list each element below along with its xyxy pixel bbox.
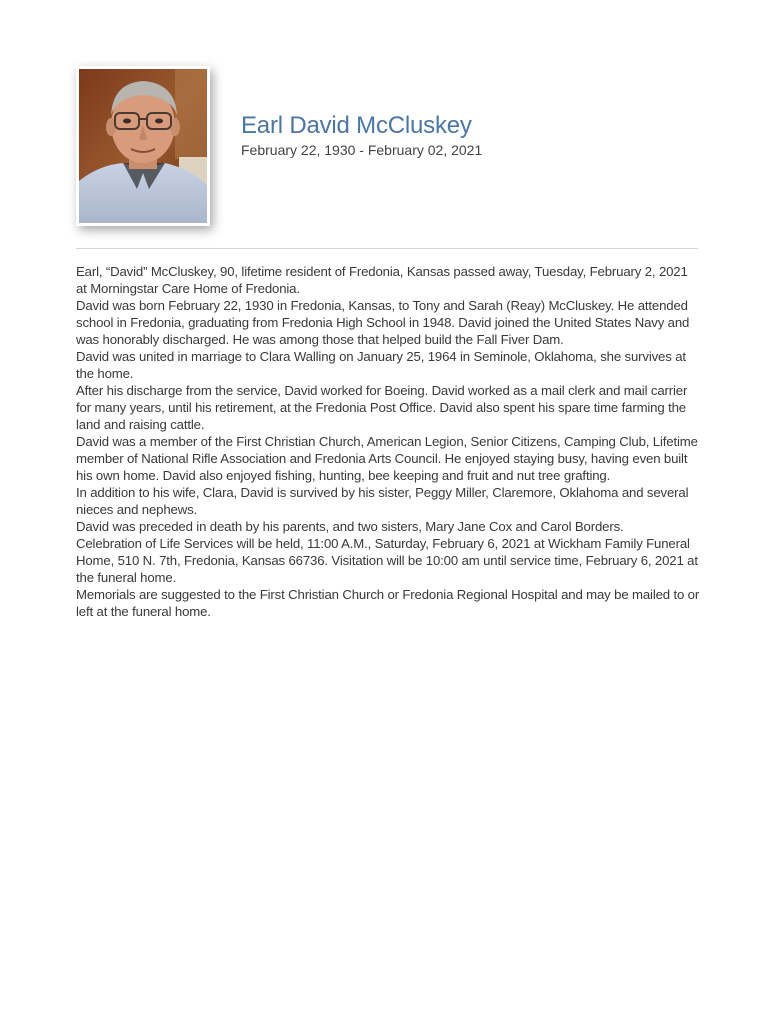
obituary-paragraph: David was preceded in death by his parents, and two sisters, Mary Jane Cox and Carol Borders. — [76, 519, 624, 534]
obituary-text — [76, 263, 700, 620]
obituary-paragraph: David was born February 22, 1930 in Fredonia, Kansas, to Tony and Sarah (Reay) McCluskey. He attended school in Fredonia, graduating from Fredonia High School in 1948. David joined the United States Navy and was honorably discharged. He was among those that helped build the Fall Fiver Dam. — [76, 298, 690, 347]
section-divider — [76, 248, 698, 249]
obituary-paragraph: Earl, “David” McCluskey, 90, lifetime resident of Fredonia, Kansas passed away, Tuesday, February 2, 2021 at Morningstar Care Home of Fredonia. — [76, 264, 688, 296]
obituary-paragraph: Celebration of Life Services will be held, 11:00 A.M., Saturday, February 6, 2021 at Wickham Family Funeral Home, 510 N. 7th, Fredonia, Kansas 66736. Visitation will be 10:00 am until service time, February 6, 2021 at the funeral home. — [76, 536, 698, 585]
obituary-paragraph: After his discharge from the service, David worked for Boeing. David worked as a mail clerk and mail carrier for many years, until his retirement, at the Fredonia Post Office. David also spent his spare time farming the land and raising cattle. — [76, 383, 688, 432]
life-dates: February 22, 1930 - February 02, 2021 — [241, 142, 483, 158]
obituary-paragraph: David was a member of the First Christian Church, American Legion, Senior Citizens, Camping Club, Lifetime member of National Rifle Association and Fredonia Arts Council. He enjoyed staying busy, having even built his own home. David also enjoyed fishing, hunting, bee keeping and fruit and nut tree grafting. — [76, 434, 698, 483]
portrait-photo — [76, 66, 210, 226]
obituary-paragraph: In addition to his wife, Clara, David is survived by his sister, Peggy Miller, Claremore, Oklahoma and several nieces and nephews. — [76, 485, 689, 517]
obituary-paragraph: David was united in marriage to Clara Walling on January 25, 1964 in Seminole, Oklahoma, she survives at the home. — [76, 349, 686, 381]
obituary-paragraph: Memorials are suggested to the First Christian Church or Fredonia Regional Hospital and may be mailed to or left at the funeral home. — [76, 587, 700, 619]
deceased-name: Earl David McCluskey — [241, 112, 472, 139]
portrait-image — [79, 69, 207, 223]
